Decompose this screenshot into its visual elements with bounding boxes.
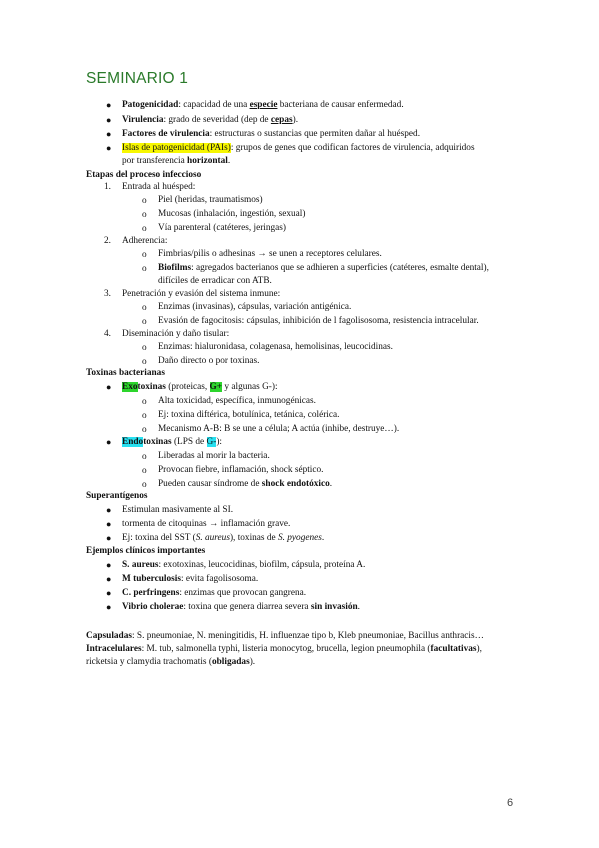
sub-bullet: o: [142, 425, 147, 435]
sub-bullet: o: [142, 357, 147, 367]
intro-item-1: Patogenicidad: capacidad de una especie bacteriana de causar enfermedad.: [122, 100, 404, 110]
endo-sub-2: Provocan fiebre, inflamación, shock séptico.: [158, 465, 324, 475]
section-heading-superantigenos: Superantígenos: [86, 491, 148, 501]
intro-item-3: Factores de virulencia: estructuras o sustancias que permiten dañar al huésped.: [122, 129, 421, 139]
bullet: ●: [106, 588, 112, 598]
bullet: ●: [106, 437, 112, 447]
sub-bullet: o: [142, 343, 147, 353]
ejemplo-3: C. perfringens: enzimas que provocan gangrena.: [122, 588, 307, 598]
bullet: ●: [106, 519, 112, 529]
endo-sub-3: Pueden causar síndrome de shock endotóxico.: [158, 479, 333, 489]
sub-bullet: o: [142, 480, 147, 490]
note-intracelulares: Intracelulares: M. tub, salmonella typhi, listeria monocytog, brucella, legion pneumophila (facultativas),: [86, 644, 482, 654]
etapa-1-sub-c: Vía parenteral (catéteres, jeringas): [158, 223, 287, 233]
super-item-3: Ej: toxina del SST (S. aureus), toxinas de S. pyogenes.: [122, 533, 325, 543]
bullet: ●: [106, 382, 112, 392]
section-heading-etapas: Etapas del proceso infeccioso: [86, 170, 202, 180]
etapa-1-sub-b: Mucosas (inhalación, ingestión, sexual): [158, 209, 306, 219]
sub-bullet: o: [142, 397, 147, 407]
sub-bullet: o: [142, 210, 147, 220]
list-number: 4.: [104, 329, 111, 339]
sub-bullet: o: [142, 224, 147, 234]
exotoxinas-item: Exotoxinas (proteicas, G+ y algunas G-):: [122, 382, 278, 392]
etapa-2-sub-b: Biofilms: agregados bacterianos que se adhieren a superficies (catéteres, esmalte dental),: [158, 263, 489, 273]
bullet: ●: [106, 505, 112, 515]
sub-bullet: o: [142, 466, 147, 476]
bullet: ●: [106, 602, 112, 612]
bullet: ●: [106, 100, 112, 110]
list-number: 2.: [104, 236, 111, 246]
sub-bullet: o: [142, 250, 147, 260]
exo-sub-3: Mecanismo A-B: B se une a célula; A actúa (inhibe, destruye…).: [158, 424, 400, 434]
list-number: 3.: [104, 289, 111, 299]
bullet: ●: [106, 129, 112, 139]
etapa-3-sub-b: Evasión de fagocitosis: cápsulas, inhibición de l fagolisosoma, resistencia intracelular.: [158, 316, 479, 326]
super-item-1: Estimulan masivamente al SI.: [122, 505, 234, 515]
etapa-2-sub-a: Fimbrias/pilis o adhesinas → se unen a receptores celulares.: [158, 249, 382, 259]
etapa-2: Adherencia:: [122, 236, 168, 246]
intro-item-4: Islas de patogenicidad (PAIs): grupos de genes que codifican factores de virulencia, adquiridos: [122, 143, 475, 153]
note-intracelulares-cont: ricketsia y clamydia trachomatis (obligadas).: [86, 657, 256, 667]
intro-item-2: Virulencia: grado de severidad (dep de cepas).: [122, 115, 299, 125]
sub-bullet: o: [142, 196, 147, 206]
super-item-2: tormenta de citoquinas → inflamación grave.: [122, 519, 291, 529]
exo-sub-1: Alta toxicidad, específica, inmunogénicas.: [158, 396, 316, 406]
etapa-4: Diseminación y daño tisular:: [122, 329, 230, 339]
bullet: ●: [106, 574, 112, 584]
sub-bullet: o: [142, 411, 147, 421]
bullet: ●: [106, 533, 112, 543]
note-capsuladas: Capsuladas: S. pneumoniae, N. meningitidis, H. influenzae tipo b, Kleb pneumoniae, Bacillus anthracis…: [86, 631, 484, 641]
bullet: ●: [106, 560, 112, 570]
section-heading-ejemplos: Ejemplos clínicos importantes: [86, 546, 206, 556]
sub-bullet: o: [142, 303, 147, 313]
ejemplo-1: S. aureus: exotoxinas, leucocidinas, biofilm, cápsula, proteína A.: [122, 560, 366, 570]
section-heading-toxinas: Toxinas bacterianas: [86, 368, 165, 378]
etapa-3: Penetración y evasión del sistema inmune:: [122, 289, 281, 299]
list-number: 1.: [104, 182, 111, 192]
etapa-1: Entrada al huésped:: [122, 182, 196, 192]
ejemplo-2: M tuberculosis: evita fagolisosoma.: [122, 574, 259, 584]
sub-bullet: o: [142, 317, 147, 327]
bullet: ●: [106, 143, 112, 153]
intro-item-4-cont: por transferencia horizontal.: [122, 156, 231, 166]
endo-sub-1: Liberadas al morir la bacteria.: [158, 451, 270, 461]
exo-sub-2: Ej: toxina diftérica, botulínica, tetánica, colérica.: [158, 410, 340, 420]
etapa-4-sub-a: Enzimas: hialuronidasa, colagenasa, hemolisinas, leucocidinas.: [158, 342, 393, 352]
etapa-2-sub-b-cont: difíciles de erradicar con ATB.: [158, 276, 272, 286]
ejemplo-4: Vibrio cholerae: toxina que genera diarrea severa sin invasión.: [122, 602, 360, 612]
etapa-3-sub-a: Enzimas (invasinas), cápsulas, variación antigénica.: [158, 302, 352, 312]
page-title: SEMINARIO 1: [86, 70, 189, 87]
bullet: ●: [106, 115, 112, 125]
endotoxinas-item: Endotoxinas (LPS de G-):: [122, 437, 222, 447]
page-number: 6: [507, 797, 514, 809]
sub-bullet: o: [142, 452, 147, 462]
sub-bullet: o: [142, 264, 147, 274]
etapa-1-sub-a: Piel (heridas, traumatismos): [158, 195, 263, 205]
etapa-4-sub-b: Daño directo o por toxinas.: [158, 356, 260, 366]
